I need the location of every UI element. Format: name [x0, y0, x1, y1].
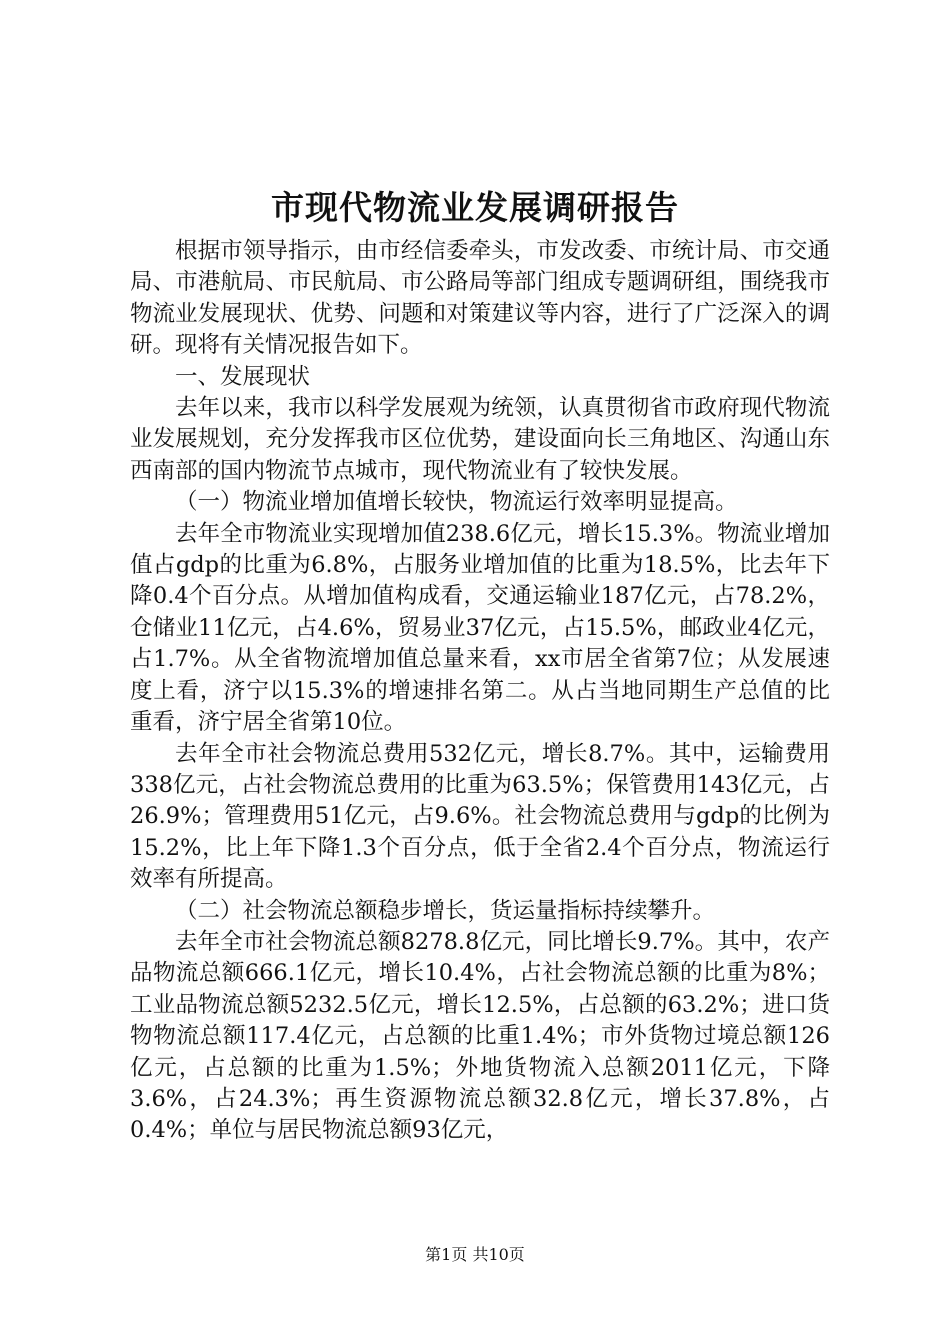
paragraph-logistics-cost: 去年全市社会物流总费用532亿元，增长8.7%。其中，运输费用338亿元，占社会物流总费用的比重为63.5%；保管费用143亿元，占26.9%；管理费用51亿元，占9.6%。社会物流总费用与gdp的比例为15.2%，比上年下降1.3个百分点，低于全省2.4个百分点，物流运行效率有所提高。 [130, 740, 830, 893]
section-heading-status: 一、发展现状 [175, 363, 311, 390]
paragraph-value-added: 去年全市物流业实现增加值238.6亿元，增长15.3%。物流业增加值占gdp的比重为6.8%，占服务业增加值的比重为18.5%，比去年下降0.4个百分点。从增加值构成看，交通运输业187亿元，占78.2%，仓储业11亿元，占4.6%，贸易业37亿元，占15.5%，邮政业4亿元，占1.7%。从全省物流增加值总量来看，xx市居全省第7位；从发展速度上看，济宁以15.3%的增速排名第二。从占当地同期生产总值的比重看，济宁居全省第10位。 [130, 520, 830, 736]
paragraph-overview: 去年以来，我市以科学发展观为统领，认真贯彻省市政府现代物流业发展规划，充分发挥我市区位优势，建设面向长三角地区、沟通山东西南部的国内物流节点城市，现代物流业有了较快发展。 [130, 395, 830, 484]
subheading-logistics-total: （二）社会物流总额稳步增长，货运量指标持续攀升。 [175, 897, 716, 924]
page-number-footer: 第1页 共10页 [425, 1245, 525, 1264]
subheading-value-added: （一）物流业增加值增长较快，物流运行效率明显提高。 [175, 489, 738, 516]
document-body [130, 236, 830, 1147]
paragraph-logistics-total: 去年全市社会物流总额8278.8亿元，同比增长9.7%。其中，农产品物流总额666.1亿元，增长10.4%，占社会物流总额的比重为8%；工业品物流总额5232.5亿元，增长12.5%，占总额的63.2%；进口货物物流总额117.4亿元，占总额的比重1.4%；市外货物过境总额126亿元，占总额的比重为1.5%；外地货物流入总额2011亿元，下降3.6%，占24.3%；再生资源物流总额32.8亿元，增长37.8%，占0.4%；单位与居民物流总额93亿元， [130, 928, 830, 1144]
paragraph-intro: 根据市领导指示，由市经信委牵头，市发改委、市统计局、市交通局、市港航局、市民航局、市公路局等部门组成专题调研组，围绕我市物流业发展现状、优势、问题和对策建议等内容，进行了广泛深入的调研。现将有关情况报告如下。 [130, 238, 830, 359]
document-title: 市现代物流业发展调研报告 [271, 188, 679, 227]
